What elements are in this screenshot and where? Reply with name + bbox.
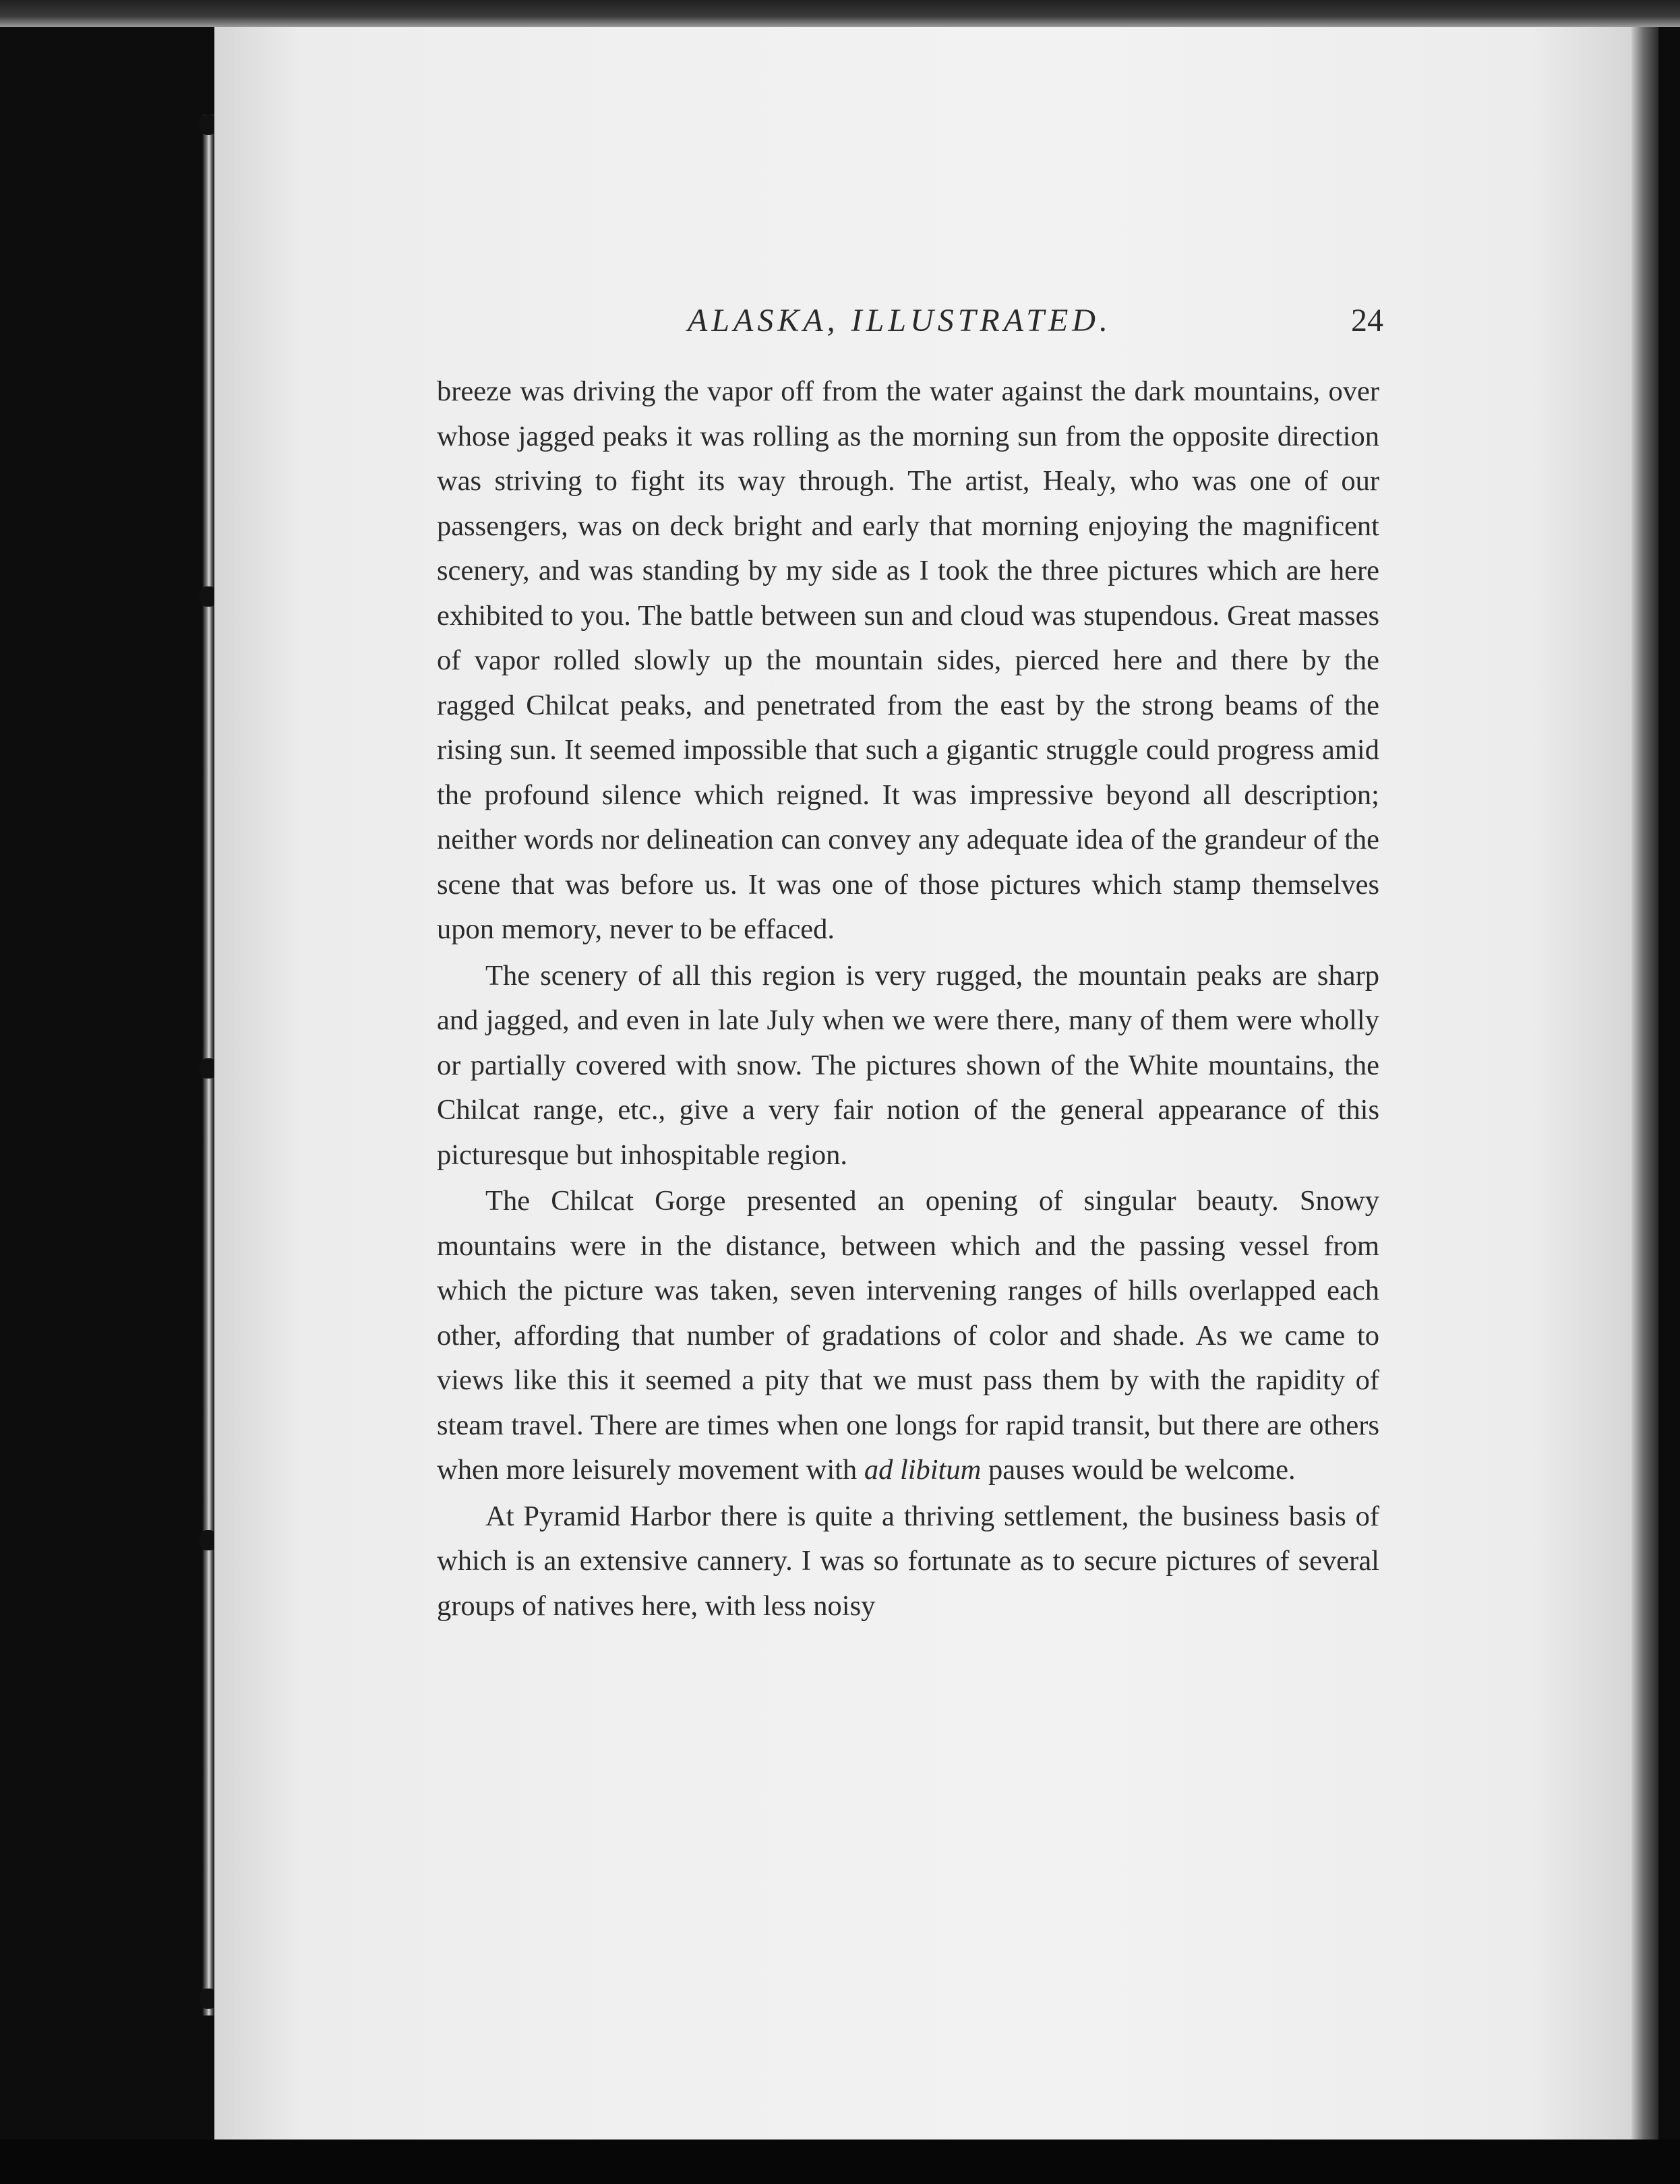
paragraph-text: The Chilcat Gorge presented an opening of singular beauty. Snowy mountains were in the distance, between which and the passing vessel from which the picture was taken, seven intervening ranges of hills overlapped each other, affording that number of gradations of color and shade. As we came to views like this it seemed a pity that we must pass them by with the rapidity of steam travel. There are times when one longs for rapid transit, but there are others when more leisurely movement with xyxy=(437,1185,1379,1486)
paragraph: breeze was driving the vapor off from the water against the dark mountains, over whose jagged peaks it was rolling as the morning sun from the opposite direction was striving to fight its way through. The artist, Healy, who was one of our passengers, was on deck bright and early that morning enjoying the magnificent scenery, and was standing by my side as I took the three pictures which are here exhibited to you. The battle between sun and cloud was stupendous. Great masses of vapor rolled slowly up the mountain sides, pierced here and there by the ragged Chilcat peaks, and penetrated from the east by the strong beams of the rising sun. It seemed impossible that such a gigantic struggle could progress amid the profound silence which reigned. It was impressive beyond all description; neither words nor delineation can convey any adequate idea of the grandeur of the scene that was before us. It was one of those pictures which stamp themselves upon memory, never to be effaced. xyxy=(437,375,1379,945)
paragraph: At Pyramid Harbor there is quite a thriving settlement, the business basis of which is an extensive cannery. I was so fortunate as to secure pictures of several groups of natives here, with less noisy xyxy=(437,1500,1379,1622)
page-top-edge xyxy=(0,0,1680,27)
paragraph: The scenery of all this region is very rugged, the mountain peaks are sharp and jagged, and even in late July when we were there, many of them were wholly or partially covered with snow. The pictures shown of the White mountains, the Chilcat range, etc., give a very fair notion of the general appearance of this picturesque but inhospitable region. xyxy=(437,959,1379,1171)
page-right-edge xyxy=(1631,27,1658,2144)
page-number: 24 xyxy=(1351,303,1383,338)
paragraph xyxy=(437,1179,1379,1493)
paragraph-text: pauses would be welcome. xyxy=(988,1454,1296,1486)
running-header xyxy=(688,302,1396,349)
running-title: ALASKA, ILLUSTRATED. xyxy=(688,303,1112,338)
italic-phrase: ad libitum xyxy=(864,1454,982,1486)
page-bottom-edge xyxy=(0,2140,1680,2184)
binding-gutter xyxy=(0,0,214,2184)
body-text xyxy=(437,369,1379,1629)
